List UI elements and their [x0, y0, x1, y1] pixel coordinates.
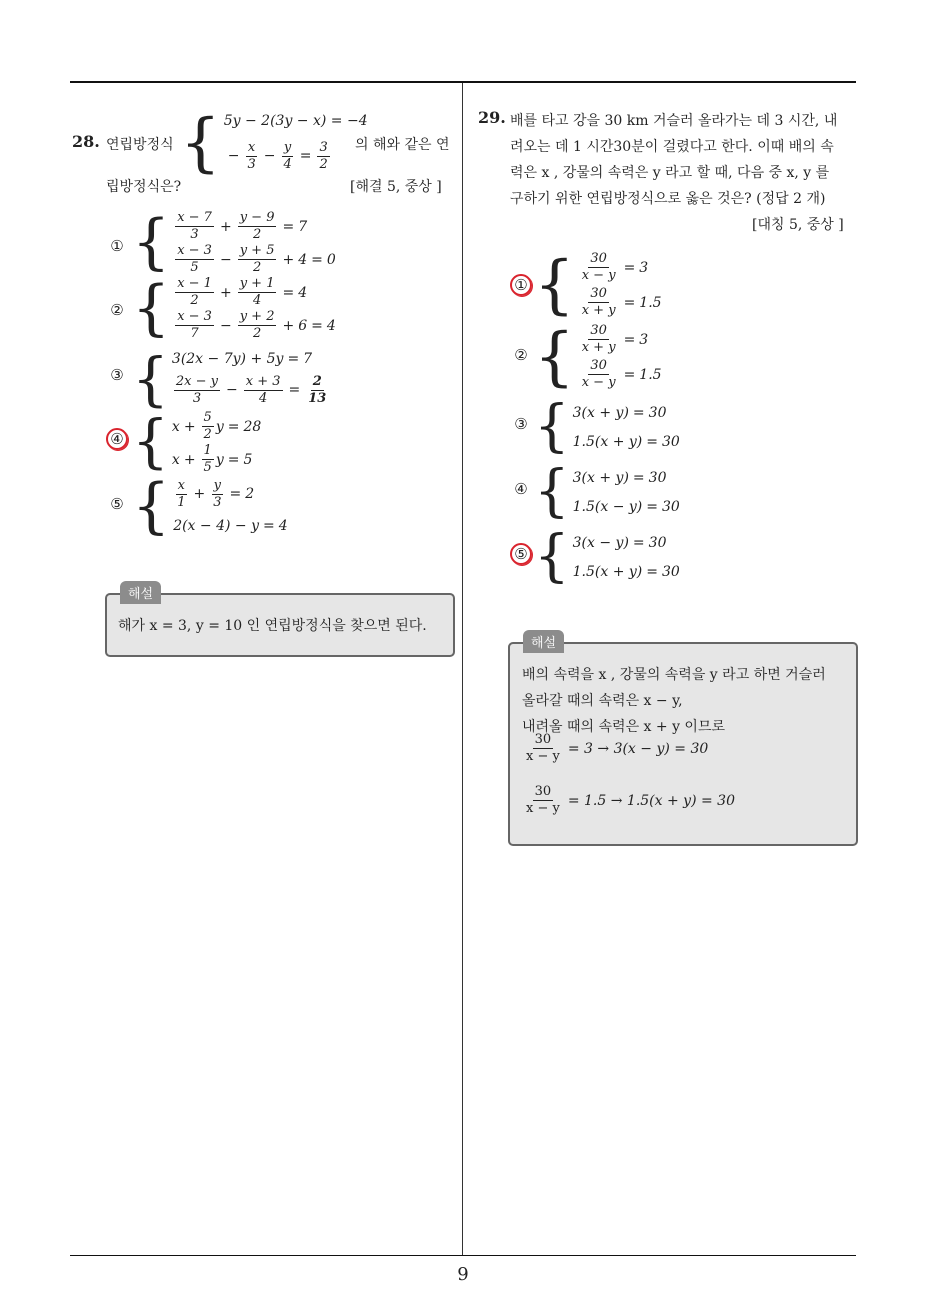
column-divider	[462, 83, 463, 1255]
q28-choice-3-number[interactable]: ③	[110, 366, 124, 384]
q28-choice-2[interactable]: { $\frac{x - 1}{2}$ + $\frac{y + 1}{4}$ = 4 $\frac{x - 3}{7}$ − $\frac{y + 2}{2}$ + 6 = 4	[132, 273, 336, 343]
q28-solution-tag: 해설	[120, 581, 161, 604]
q29-solution-line1: 배의 속력을 x , 강물의 속력을 y 라고 하면 거슬러	[522, 667, 826, 683]
q28-sys-eq2: − $\frac{x}{3}$ − $\frac{y}{4}$ = $\frac{3}{2}$	[227, 139, 328, 172]
q28-choice-1[interactable]: { $\frac{x - 7}{3}$ + $\frac{y - 9}{2}$ = 7 $\frac{x - 3}{5}$ − $\frac{y + 5}{2}$ + 4 = 0	[132, 207, 336, 277]
q29-choice-1-number-answer[interactable]: ①	[510, 274, 532, 296]
q29-choice-2-number[interactable]: ②	[514, 346, 528, 364]
q28-system: { 5y − 2(3y − x) = −4 − $\frac{x}{3}$ − $\frac{y}{4}$ = $\frac{3}{2}$	[180, 106, 368, 180]
q28-choice-5[interactable]: { $\frac{x}{1}$ + $\frac{y}{3}$ = 2 2(x − 4) − y = 4	[132, 471, 288, 541]
q29-line3: 력은 x , 강물의 속력은 y 라고 할 때, 다음 중 x, y 를	[510, 165, 830, 181]
q29-solution-line3: 내려올 때의 속력은 x + y 이므로	[522, 719, 725, 735]
top-rule	[70, 81, 856, 83]
q28-prompt-before: 연립방정식	[106, 137, 174, 153]
q28-meta: [해결 5, 중상 ]	[350, 179, 442, 195]
bottom-rule	[70, 1255, 856, 1256]
q29-choice-3-number[interactable]: ③	[514, 415, 528, 433]
q29-solution-tag: 해설	[523, 630, 564, 653]
q29-choice-5[interactable]: { 3(x − y) = 30 1.5(x + y) = 30	[534, 524, 680, 589]
q28-choice-1-number[interactable]: ①	[110, 237, 124, 255]
q28-choice-4-number-answer[interactable]: ④	[106, 428, 128, 450]
page-number: 9	[457, 1264, 469, 1285]
q29-choice-4[interactable]: { 3(x + y) = 30 1.5(x − y) = 30	[534, 459, 680, 524]
q28-choice-2-number[interactable]: ②	[110, 301, 124, 319]
q28-choice-3[interactable]: { 3(2x − 7y) + 5y = 7 $\frac{2x - y}{3}$ − $\frac{x + 3}{4}$ = $\frac{2}{13}$	[132, 345, 327, 413]
q28-sys-eq1: 5y − 2(3y − x) = −4	[223, 113, 368, 130]
q29-choice-5-number-answer[interactable]: ⑤	[510, 543, 532, 565]
q29-choice-2[interactable]: { $\frac{30}{x + y}$ = 3 $\frac{30}{x - y}$ = 1.5	[534, 320, 662, 394]
q29-number: 29.	[478, 108, 506, 127]
q29-line4: 구하기 위한 연립방정식으로 옳은 것은? (정답 2 개)	[510, 191, 826, 207]
q29-choice-4-number[interactable]: ④	[514, 480, 528, 498]
q29-choice-1[interactable]: { $\frac{30}{x - y}$ = 3 $\frac{30}{x + y}$ = 1.5	[534, 248, 662, 322]
q29-choice-3[interactable]: { 3(x + y) = 30 1.5(x + y) = 30	[534, 394, 680, 459]
q29-line2: 려오는 데 1 시간30분이 걸렸다고 한다. 이때 배의 속	[510, 139, 834, 155]
q28-choice-4[interactable]: { x + $\frac{5}{2}$ y = 28 x + $\frac{1}{5}$ y = 5	[132, 407, 262, 475]
q29-solution-line5: $\frac{30}{x - y}$ = 1.5 → 1.5(x + y) = 30	[526, 784, 735, 816]
q29-meta: [대칭 5, 중상 ]	[752, 217, 844, 233]
q28-solution-text: 해가 x = 3, y = 10 인 연립방정식을 찾으면 된다.	[118, 618, 427, 634]
q28-prompt-line2: 립방정식은?	[106, 179, 182, 195]
q29-line1: 배를 타고 강을 30 km 거슬러 올라가는 데 3 시간, 내	[510, 113, 838, 129]
q28-choice-5-number[interactable]: ⑤	[110, 495, 124, 513]
q28-prompt-after: 의 해와 같은 연	[355, 137, 450, 153]
q29-solution-line2: 올라갈 때의 속력은 x − y,	[522, 693, 683, 709]
q29-solution-line4: $\frac{30}{x - y}$ = 3 → 3(x − y) = 30	[526, 732, 709, 764]
q28-number: 28.	[72, 132, 100, 151]
